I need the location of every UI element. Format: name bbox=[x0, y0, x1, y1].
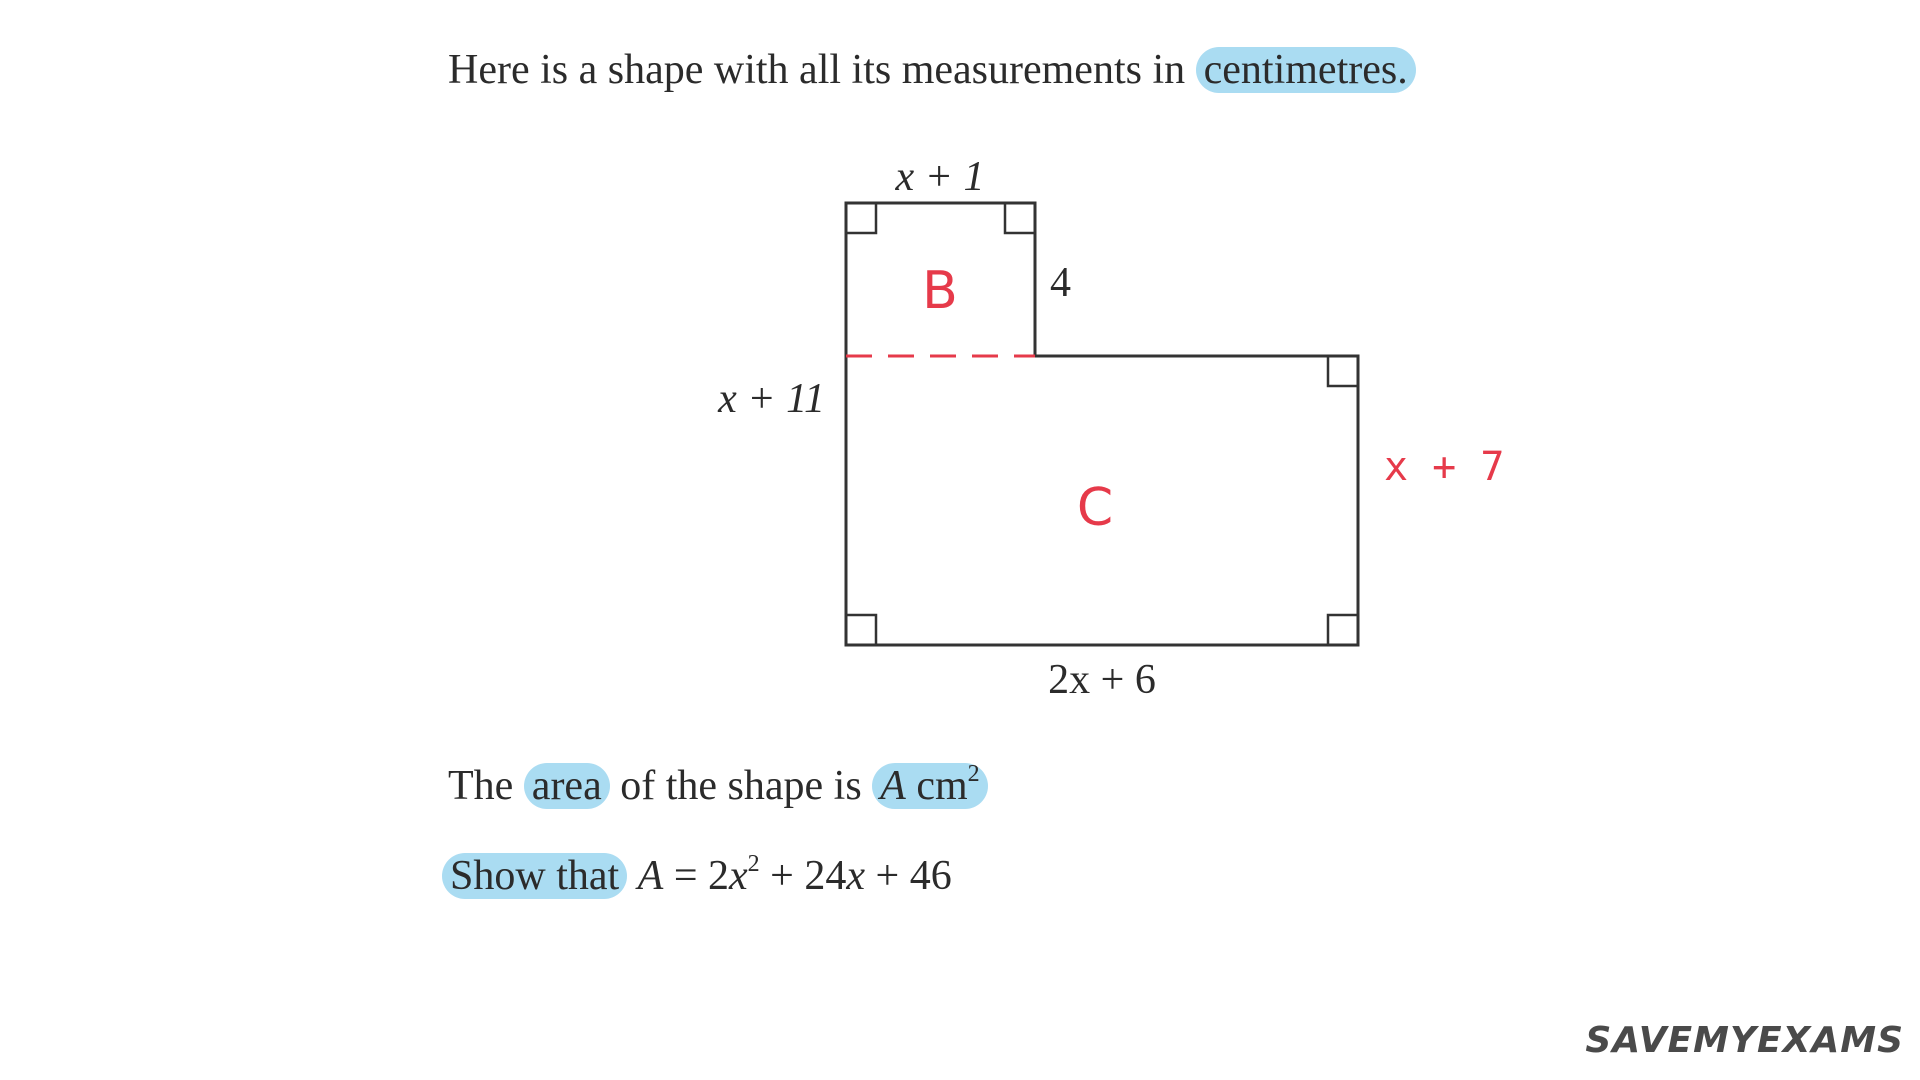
area-var-a: A bbox=[880, 763, 906, 809]
right-angle-marker-bottom-right bbox=[1328, 615, 1358, 645]
intro-highlight-centimetres: centimetres. bbox=[1196, 47, 1416, 93]
show-eq-part3: + 46 bbox=[865, 853, 952, 899]
area-prefix: The bbox=[448, 763, 524, 809]
area-middle: of the shape is bbox=[609, 763, 873, 809]
show-that-statement bbox=[442, 850, 952, 902]
show-eq-part1: = 2 bbox=[663, 853, 730, 899]
region-label-c: C bbox=[1076, 478, 1114, 538]
right-angle-marker-mid-right bbox=[1328, 356, 1358, 386]
show-eq-part2: + 24 bbox=[759, 853, 847, 899]
intro-prefix: Here is a shape with all its measurements in bbox=[448, 47, 1196, 93]
area-unit: cm bbox=[905, 763, 968, 809]
show-x2: x bbox=[846, 853, 866, 899]
label-small-height: 4 bbox=[1050, 260, 1071, 306]
right-angle-marker-bottom-left bbox=[846, 615, 876, 645]
label-top-width: x + 1 bbox=[895, 154, 985, 200]
annotation-right-height: x + 7 bbox=[1384, 444, 1505, 490]
savemyexams-logo: SAVEMYEXAMS bbox=[1585, 1020, 1904, 1061]
show-var-a: A bbox=[637, 853, 664, 899]
right-angle-marker-top-right bbox=[1005, 203, 1035, 233]
label-bottom-width: 2x + 6 bbox=[1048, 657, 1156, 703]
show-sup: 2 bbox=[747, 851, 760, 877]
area-unit-highlight bbox=[872, 763, 987, 809]
area-highlight: area bbox=[524, 763, 610, 809]
label-left-height: x + 11 bbox=[718, 376, 825, 422]
region-label-b: B bbox=[922, 261, 958, 321]
show-that-highlight: Show that bbox=[442, 853, 627, 899]
right-angle-marker-top-left bbox=[846, 203, 876, 233]
area-unit-sup: 2 bbox=[967, 761, 980, 787]
area-statement bbox=[448, 760, 988, 812]
show-x1: x bbox=[729, 853, 748, 899]
